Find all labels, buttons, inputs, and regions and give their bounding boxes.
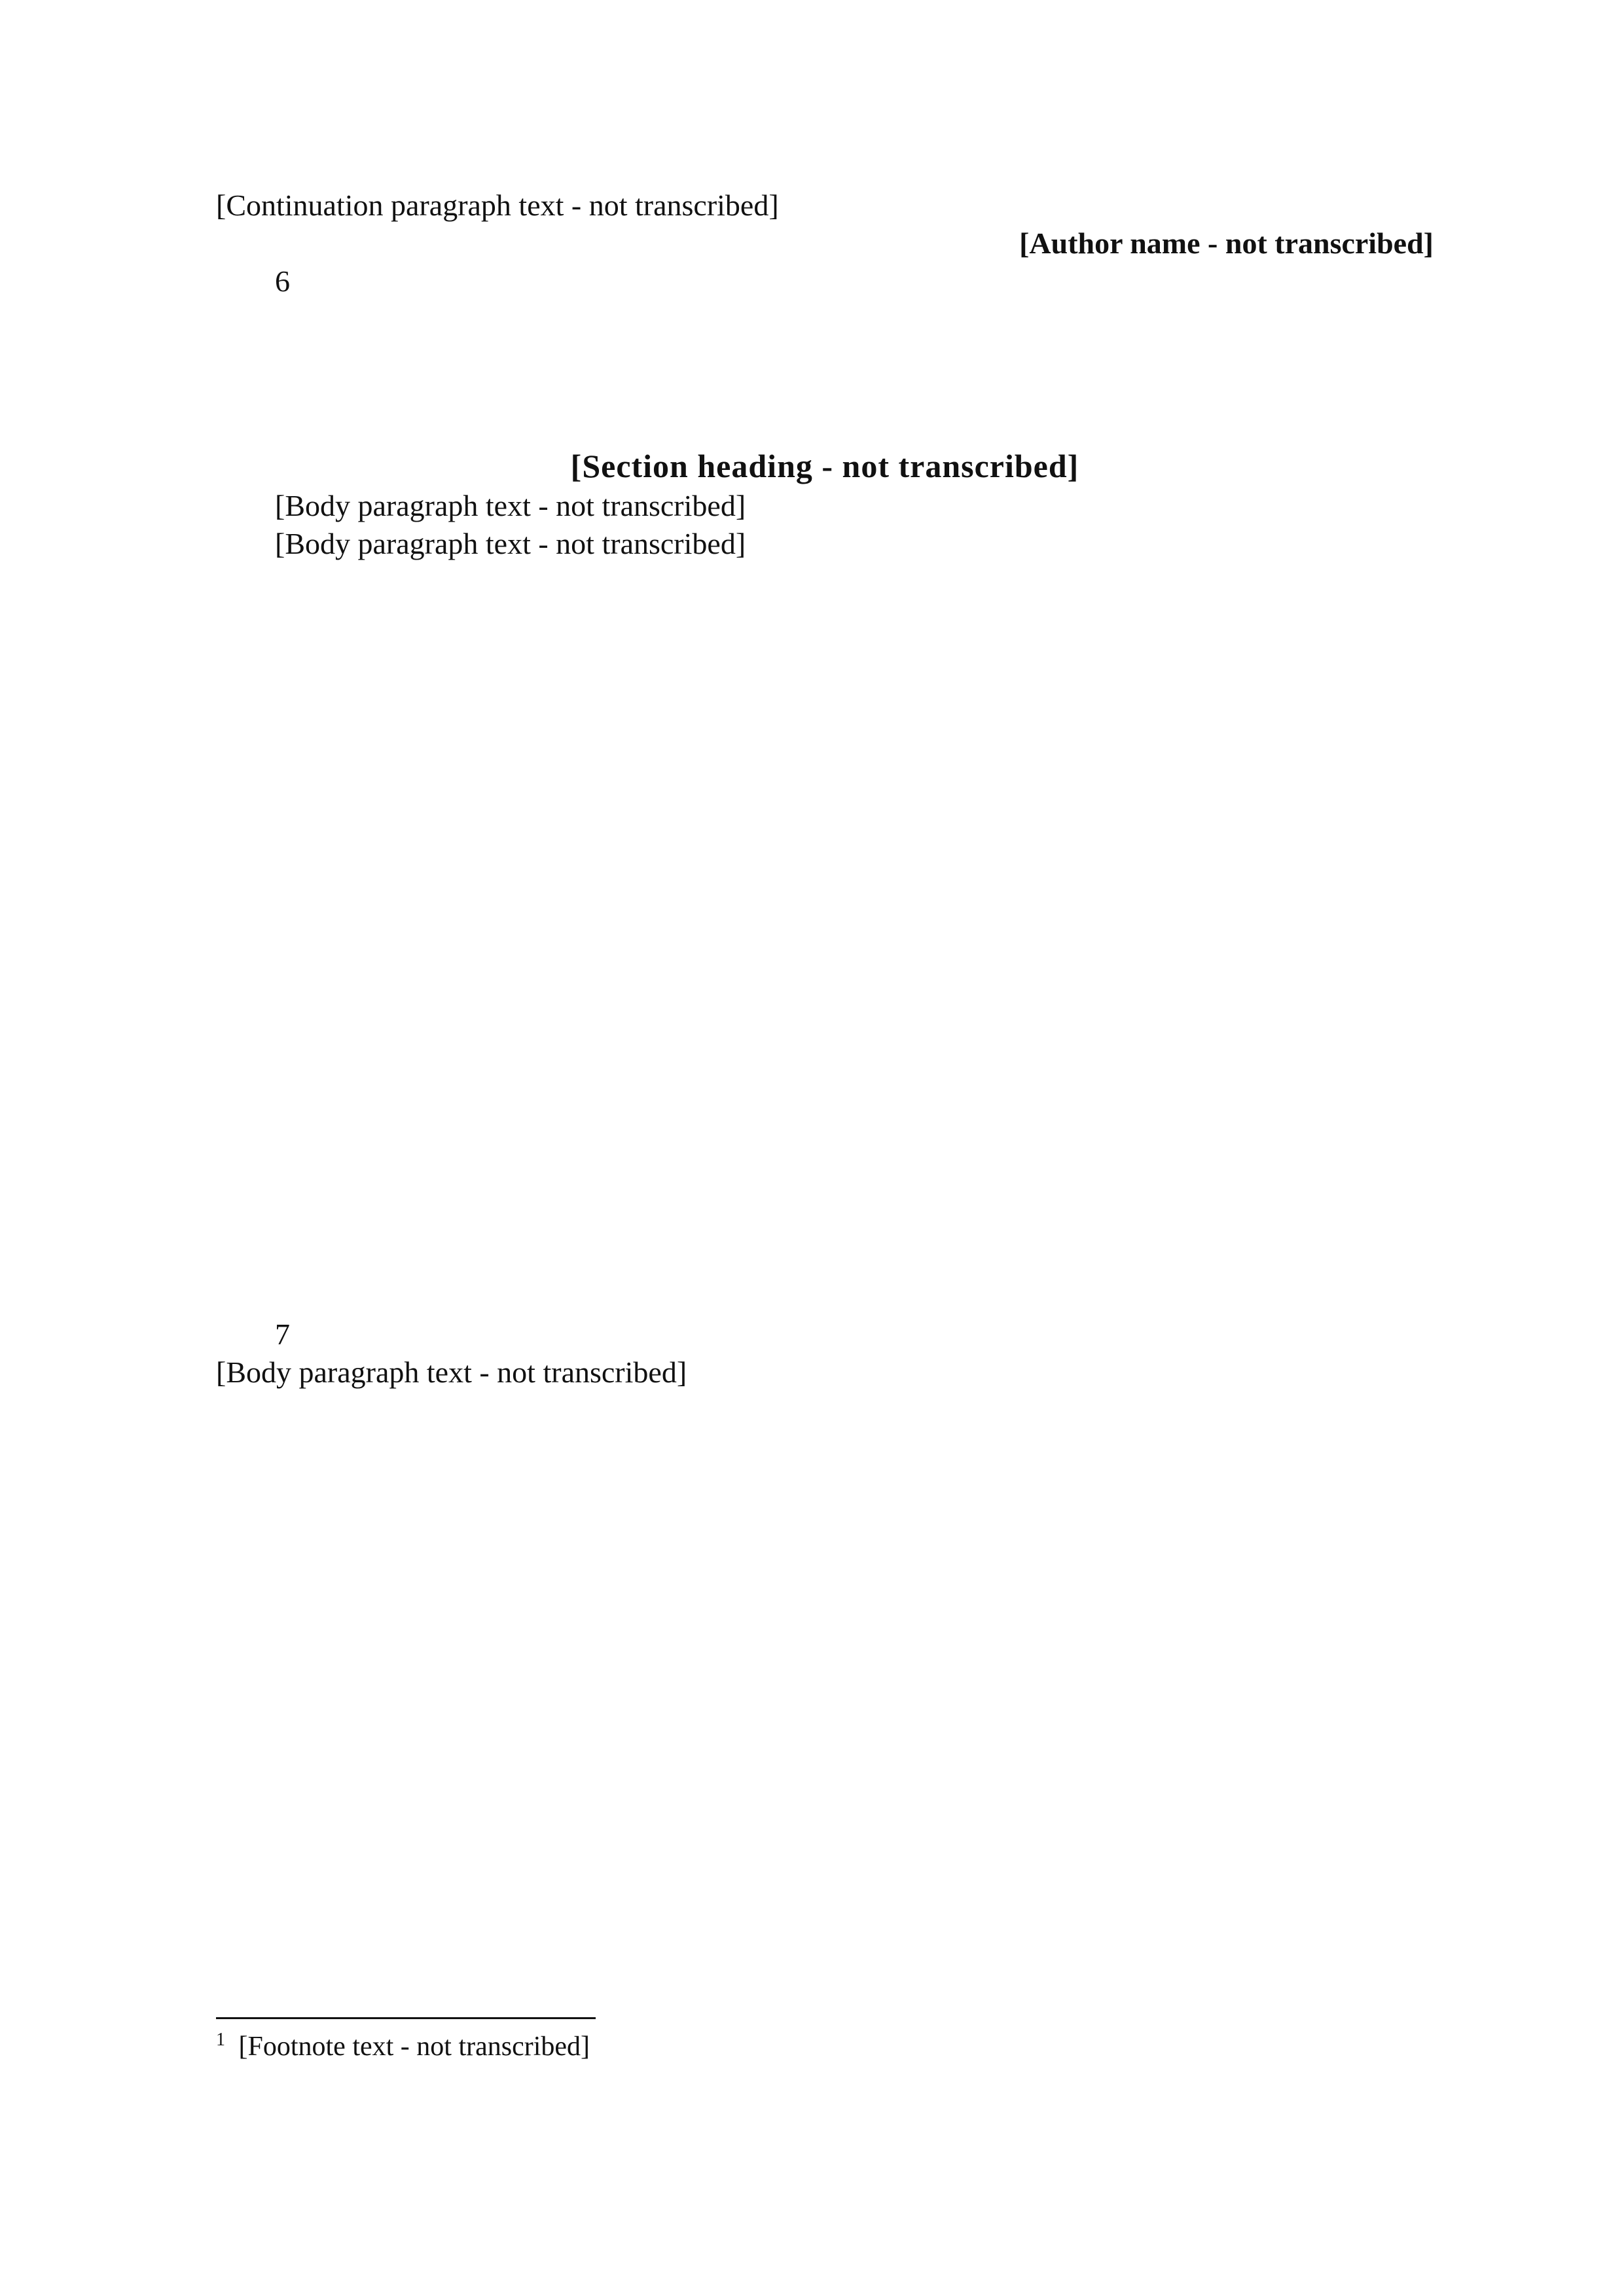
footnote-text: [Footnote text - not transcribed] [238, 2032, 590, 2062]
page-number: 6 [275, 264, 290, 298]
introduction-section [216, 445, 1434, 563]
top-section [216, 187, 1434, 300]
paragraph: [Body paragraph text - not transcribed] [216, 1355, 687, 1389]
section-heading: [Section heading - not transcribed] [570, 448, 1079, 484]
continuation-paragraph: [Continuation paragraph text - not transcribed] [216, 188, 779, 222]
second-page-section [216, 1316, 1434, 1391]
footnote [216, 2029, 1434, 2064]
paragraph: [Body paragraph text - not transcribed] [275, 527, 746, 560]
paragraph: [Body paragraph text - not transcribed] [275, 489, 746, 522]
footnote-divider [216, 2017, 596, 2019]
page-number: 7 [275, 1318, 290, 1351]
author-signature: [Author name - not transcribed] [1019, 226, 1434, 260]
footnote-mark: 1 [216, 2030, 225, 2050]
